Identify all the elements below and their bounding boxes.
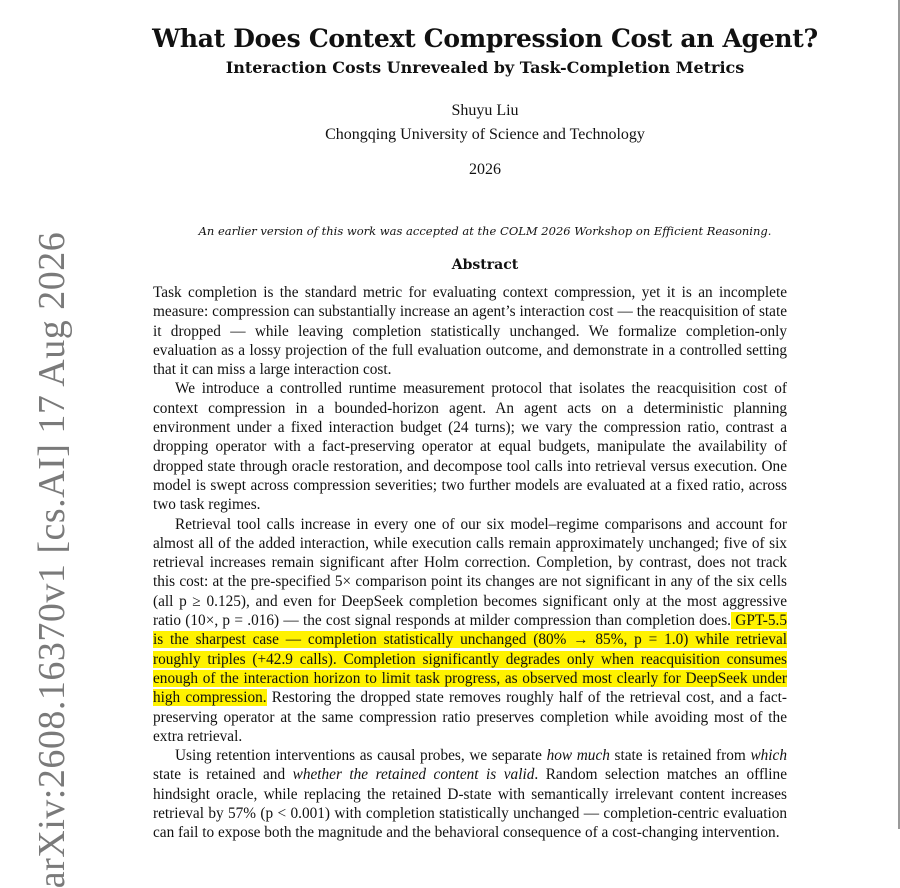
abstract-paragraph-3	[153, 515, 787, 747]
abstract-paragraph-1: Task completion is the standard metric for evaluating context compression, yet it is an incomplete measure: compression can substantially increase an agent’s interaction cost — the reacquisition of state it dropped — while leaving completion statistically unchanged. We formalize completion-only evaluation as a lossy projection of the full evaluation outcome, and demonstrate in a controlled setting that it can miss a large interaction cost.	[153, 284, 787, 379]
abstract-paragraph-2: We introduce a controlled runtime measurement protocol that isolates the reacquisition cost of context compression in a bounded-horizon agent. An agent acts on a deterministic planning environment under a fixed interaction budget (24 turns); we vary the compression ratio, contrast a dropping operator with a fact-preserving operator at equal budgets, manipulate the availability of dropped state through oracle restoration, and decompose tool calls into retrieval versus execution. One model is swept across compression severities; two further models are evaluated at a fixed ratio, across two task regimes.	[153, 380, 787, 514]
author-affiliation: Chongqing University of Science and Technology	[325, 126, 645, 143]
abstract-body	[153, 283, 787, 843]
abstract-paragraph-4	[153, 746, 787, 842]
author-name: Shuyu Liu	[451, 102, 519, 119]
venue-note: An earlier version of this work was accepted at the COLM 2026 Workshop on Efficient Reasoning.	[198, 224, 772, 238]
paper-title: What Does Context Compression Cost an Agent?	[152, 24, 818, 53]
highlighted-passage: GPT-5.5 is the sharpest case — completion statistically unchanged (80% → 85%, p = 1.0) while retrieval roughly triples (+42.9 calls). Completion significantly degrades only when reacquisition consumes enough of the interaction horizon to limit task progress, as observed most clearly for DeepSeek under high compression.	[153, 612, 787, 707]
emphasis-which: which	[750, 747, 787, 765]
arxiv-identifier-stamp: arXiv:2608.16370v1 [cs.AI] 17 Aug 2026	[31, 231, 73, 888]
paragraph-4-text: . Random selection matches an offline hindsight oracle, while replacing the retained D-state with semantically irrelevant content increases retrieval by 57% (p < 0.001) with completion statistically unchanged — completion-centric evaluation can fail to expose both the magnitude and the behavioral consequence of a cost-changing intervention.	[153, 766, 787, 842]
emphasis-how-much: how much	[546, 747, 610, 765]
paragraph-3-text-start: Retrieval tool calls increase in every one of our six model–regime comparisons and account for almost all of the added interaction, while execution calls remain approximately unchanged; five of six retrieval increases remain significant after Holm correction. Completion, by contrast, does not track this cost: at the pre-specified 5× comparison point its changes are not significant in any of the six cells (all p ≥ 0.125), and even for DeepSeek completion becomes significant only at the most aggressive ratio (10×, p = .016) — the cost signal responds at milder compression than completion does.	[153, 515, 787, 630]
paper-subtitle: Interaction Costs Unrevealed by Task-Completion Metrics	[225, 58, 745, 77]
paragraph-4-text: state is retained from	[609, 747, 751, 765]
paragraph-3-text-end: Restoring the dropped state removes roughly half of the retrieval cost, and a fact-preserving operator at the same compression ratio preserves completion while avoiding most of the extra retrieval.	[153, 689, 787, 745]
paragraph-4-text: state is retained and	[153, 766, 293, 784]
publication-year: 2026	[469, 161, 501, 178]
emphasis-validity: whether the retained content is valid	[292, 766, 535, 784]
abstract-heading: Abstract	[451, 257, 519, 273]
paragraph-4-text: Using retention interventions as causal probes, we separate	[175, 747, 547, 765]
